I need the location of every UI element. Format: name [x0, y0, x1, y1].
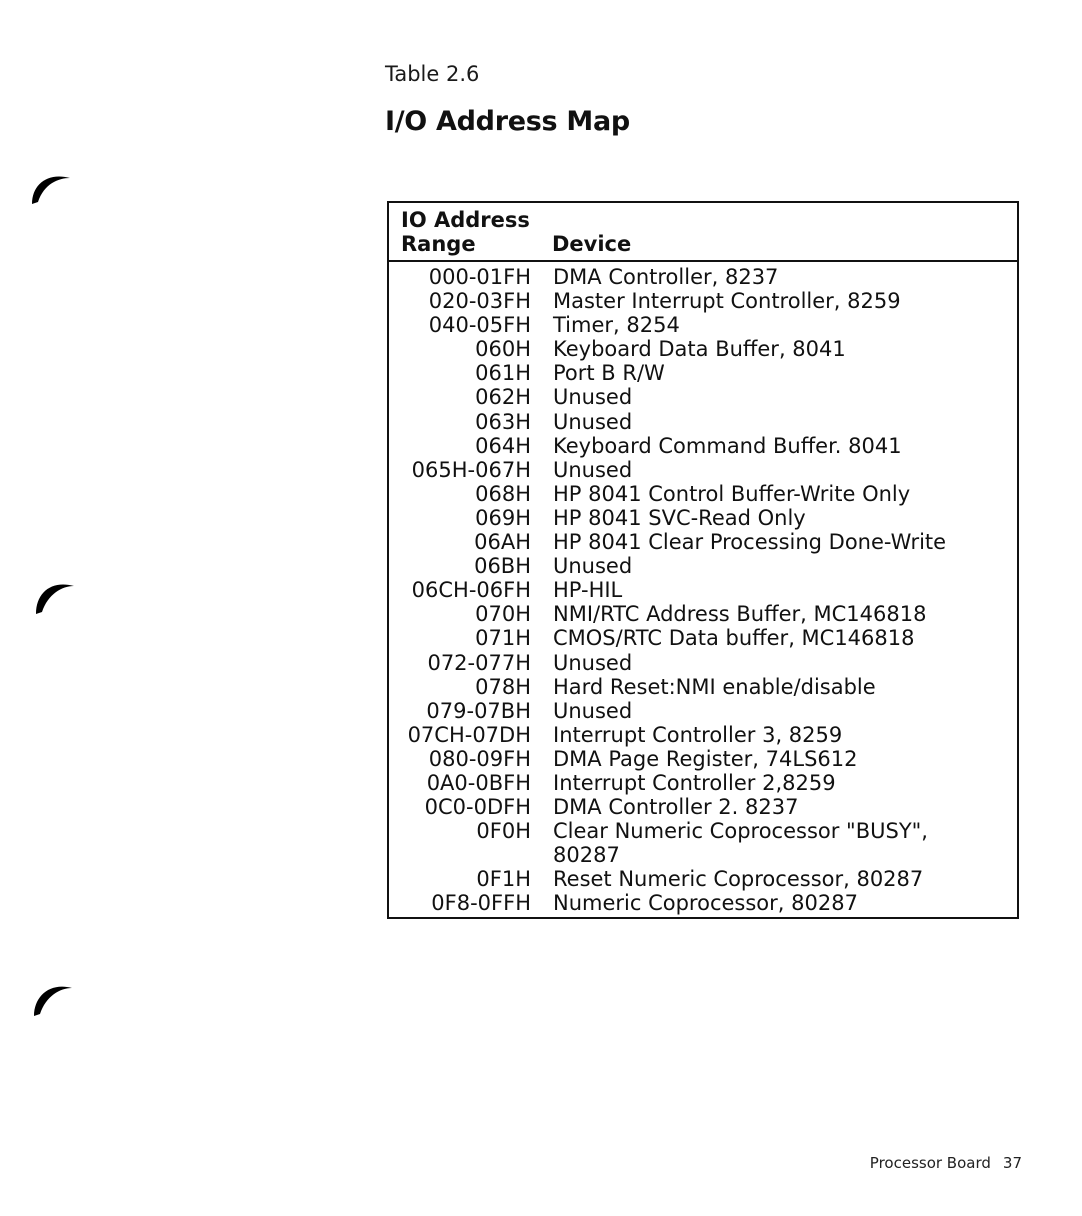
device-cell: DMA Controller, 8237: [553, 265, 779, 289]
device-cell: CMOS/RTC Data buffer, MC146818: [553, 626, 915, 651]
device-cell: Reset Numeric Coprocessor, 80287: [553, 867, 924, 892]
table-row: [389, 506, 1017, 530]
address-range-cell: 080-09FH: [428, 746, 531, 771]
device-cell: Unused: [553, 385, 633, 410]
device-cell: Unused: [553, 457, 633, 482]
device-cell: HP 8041 SVC-Read Only: [553, 505, 806, 530]
device-cell: Hard Reset:NMI enable/disable: [553, 674, 876, 699]
page-title: I/O Address Map: [385, 106, 630, 137]
footer-section: Processor Board: [869, 1154, 991, 1172]
address-range-cell: 063H: [475, 409, 531, 434]
table-row: [389, 771, 1017, 795]
table-row: [389, 410, 1017, 434]
address-range-cell: 0F8-0FFH: [431, 891, 531, 916]
address-range-cell: 064H: [475, 433, 531, 458]
address-range-cell: 070H: [475, 602, 531, 627]
address-range-cell: 078H: [475, 674, 531, 699]
address-range-cell: 0F0H: [476, 819, 531, 844]
table-row: [389, 482, 1017, 506]
table-row: [389, 699, 1017, 723]
address-range-cell: 062H: [475, 385, 531, 410]
table-row: [389, 675, 1017, 699]
table-row: [389, 530, 1017, 554]
device-cell: DMA Controller 2. 8237: [553, 795, 799, 820]
address-range-cell: 06AH: [474, 530, 531, 555]
device-cell: Master Interrupt Controller, 8259: [553, 289, 901, 314]
table-row: [389, 361, 1017, 385]
address-range-cell: 065H-067H: [411, 457, 531, 482]
address-range-cell: 0A0-0BFH: [426, 770, 531, 795]
punch-mark-icon: [32, 978, 76, 1022]
device-cell: Numeric Coprocessor, 80287: [553, 891, 858, 916]
device-cell: Unused: [553, 554, 633, 579]
io-address-table: [387, 201, 1019, 919]
address-range-cell: 071H: [475, 626, 531, 651]
page-number: 37: [1002, 1154, 1022, 1172]
header-io-address-range: IO Address Range: [401, 208, 530, 256]
address-range-cell: 0F1H: [476, 867, 531, 892]
address-range-cell: 079-07BH: [426, 698, 531, 723]
device-cell: Unused: [553, 650, 633, 675]
table-row: [389, 626, 1017, 650]
device-cell: Timer, 8254: [553, 313, 680, 338]
table-row: [389, 819, 1017, 867]
table-header: [389, 203, 1017, 262]
device-cell: HP 8041 Control Buffer-Write Only: [553, 481, 911, 506]
table-row: [389, 313, 1017, 337]
table-row: [389, 723, 1017, 747]
device-cell: DMA Page Register, 74LS612: [553, 746, 858, 771]
device-cell: Port B R/W: [553, 361, 665, 386]
device-cell: Clear Numeric Coprocessor "BUSY", 80287: [553, 819, 928, 868]
table-row: [389, 651, 1017, 675]
device-cell: Keyboard Data Buffer, 8041: [553, 337, 846, 362]
table-row: [389, 434, 1017, 458]
device-cell: HP-HIL: [553, 578, 623, 603]
table-row: [389, 747, 1017, 771]
device-cell: Unused: [553, 409, 633, 434]
table-row: [389, 265, 1017, 289]
table-row: [389, 602, 1017, 626]
punch-mark-icon: [34, 576, 78, 620]
address-range-cell: 040-05FH: [428, 313, 531, 338]
table-caption: Table 2.6: [385, 62, 480, 86]
device-cell: Unused: [553, 698, 633, 723]
table-row: [389, 578, 1017, 602]
address-range-cell: 06CH-06FH: [411, 578, 531, 603]
punch-mark-icon: [30, 168, 74, 212]
address-range-cell: 068H: [475, 481, 531, 506]
table-body: [389, 265, 1017, 916]
page-footer: [870, 1154, 1022, 1172]
address-range-cell: 000-01FH: [428, 265, 531, 289]
device-cell: NMI/RTC Address Buffer, MC146818: [553, 602, 927, 627]
address-range-cell: 061H: [475, 361, 531, 386]
address-range-cell: 060H: [475, 337, 531, 362]
address-range-cell: 06BH: [474, 554, 531, 579]
table-row: [389, 554, 1017, 578]
address-range-cell: 07CH-07DH: [407, 722, 531, 747]
table-row: [389, 891, 1017, 915]
address-range-cell: 072-077H: [427, 650, 531, 675]
device-cell: Interrupt Controller 2,8259: [553, 770, 836, 795]
device-cell: Keyboard Command Buffer. 8041: [553, 433, 902, 458]
table-row: [389, 289, 1017, 313]
address-range-cell: 020-03FH: [428, 289, 531, 314]
table-row: [389, 337, 1017, 361]
header-device: Device: [552, 232, 632, 256]
table-row: [389, 867, 1017, 891]
table-row: [389, 458, 1017, 482]
table-row: [389, 795, 1017, 819]
device-cell: Interrupt Controller 3, 8259: [553, 722, 843, 747]
table-row: [389, 385, 1017, 409]
address-range-cell: 069H: [475, 505, 531, 530]
address-range-cell: 0C0-0DFH: [424, 795, 531, 820]
device-cell: HP 8041 Clear Processing Done-Write: [553, 530, 947, 555]
